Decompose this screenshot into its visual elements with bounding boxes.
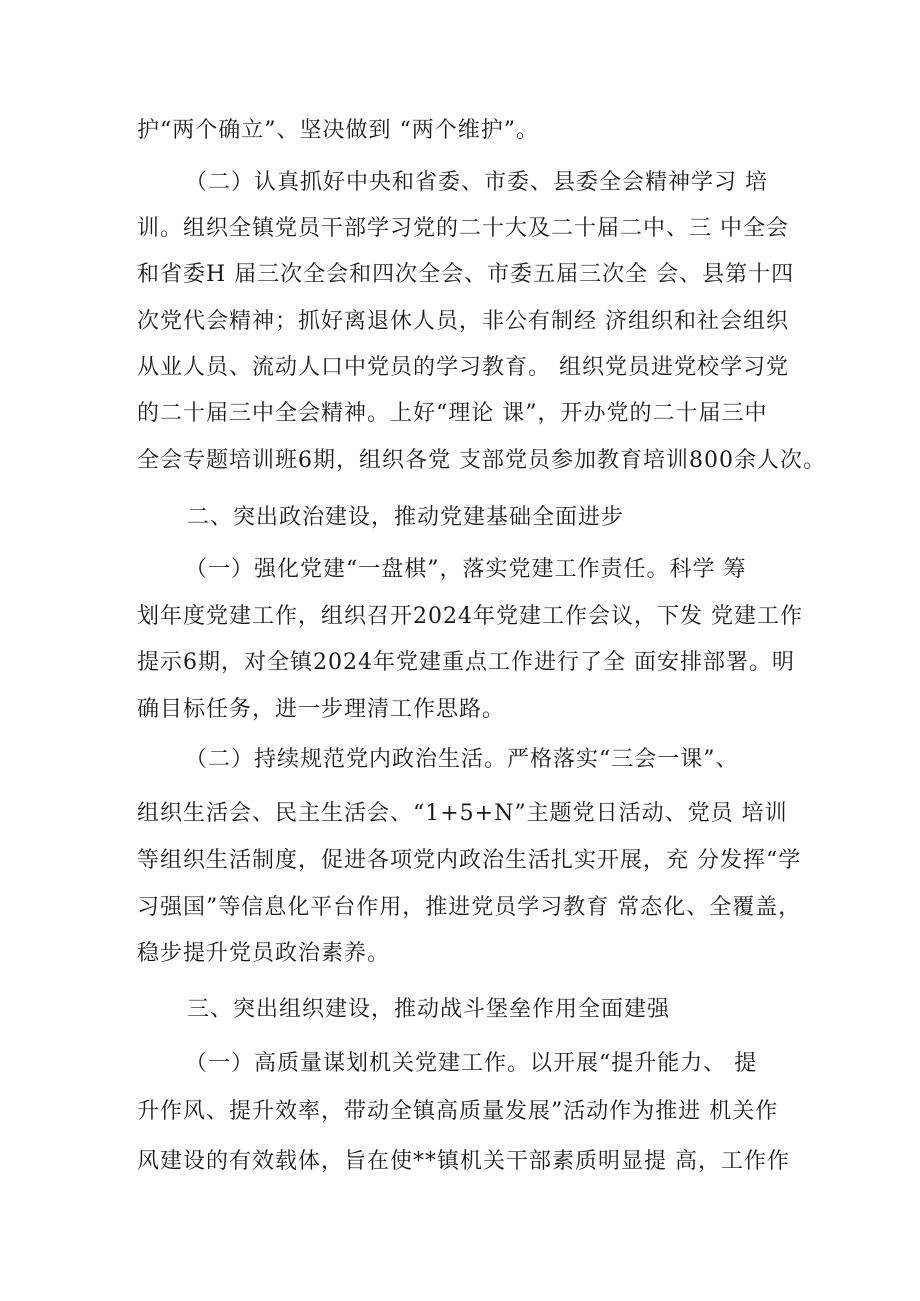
paragraph-first-line: （二）认真抓好中央和省委、市委、县委全会精神学习 培 <box>185 170 768 195</box>
body-text-line: 从业人员、流动人口中党员的学习教育。 组织党员进党校学习党 <box>137 355 789 380</box>
section-heading: 三、突出组织建设，推动战斗堡垒作用全面建强 <box>187 997 671 1022</box>
body-text-line: 次党代会精神；抓好离退休人员，非公有制经 济组织和社会组织 <box>137 309 789 334</box>
body-text-line: 等组织生活制度，促进各项党内政治生活扎实开展，充 分发挥“学 <box>137 848 802 873</box>
body-text-line: 风建设的有效载体，旨在使**镇机关干部素质明显提 高，工作作 <box>137 1149 790 1174</box>
body-text-line: 训。组织全镇党员干部学习党的二十大及二十届二中、三 中全会 <box>137 216 789 241</box>
body-text-line: 划年度党建工作，组织召开2024年党建工作会议，下发 党建工作 <box>137 604 803 629</box>
body-text-line: 护“两个确立”、坚决做到 “两个维护”。 <box>137 118 539 143</box>
body-text-line: 稳步提升党员政治素养。 <box>137 941 391 966</box>
body-text-line: 的二十届三中全会精神。上好“理论 课”，开办党的二十届三中 <box>137 401 768 426</box>
body-text-line: 组织生活会、民主生活会、“1+5+N”主题党日活动、党员 培训 <box>137 801 788 826</box>
body-text-line: 提示6期，对全镇2024年党建重点工作进行了全 面安排部署。明 <box>137 650 795 675</box>
section-heading: 二、突出政治建设，推动党建基础全面进步 <box>187 505 625 530</box>
body-text-line: 升作风、提升效率，带动全镇高质量发展”活动作为推进 机关作 <box>137 1099 779 1124</box>
paragraph-first-line: （一）强化党建“一盘棋”，落实党建工作责任。科学 筹 <box>185 557 747 582</box>
body-text-line: 全会专题培训班6期，组织各党 支部党员参加教育培训800余人次。 <box>137 448 826 473</box>
body-text-line: 和省委H 届三次全会和四次全会、市委五届三次全 会、县第十四 <box>137 262 795 287</box>
paragraph-first-line: （二）持续规范党内政治生活。严格落实“三会一课”、 <box>185 747 739 772</box>
body-text-line: 确目标任务，进一步理清工作思路。 <box>137 697 506 722</box>
body-text-line: 习强国”等信息化平台作用，推进党员学习教育 常态化、全覆盖， <box>137 895 802 920</box>
paragraph-first-line: （一）高质量谋划机关党建工作。以开展“提升能力、 提 <box>185 1051 758 1076</box>
